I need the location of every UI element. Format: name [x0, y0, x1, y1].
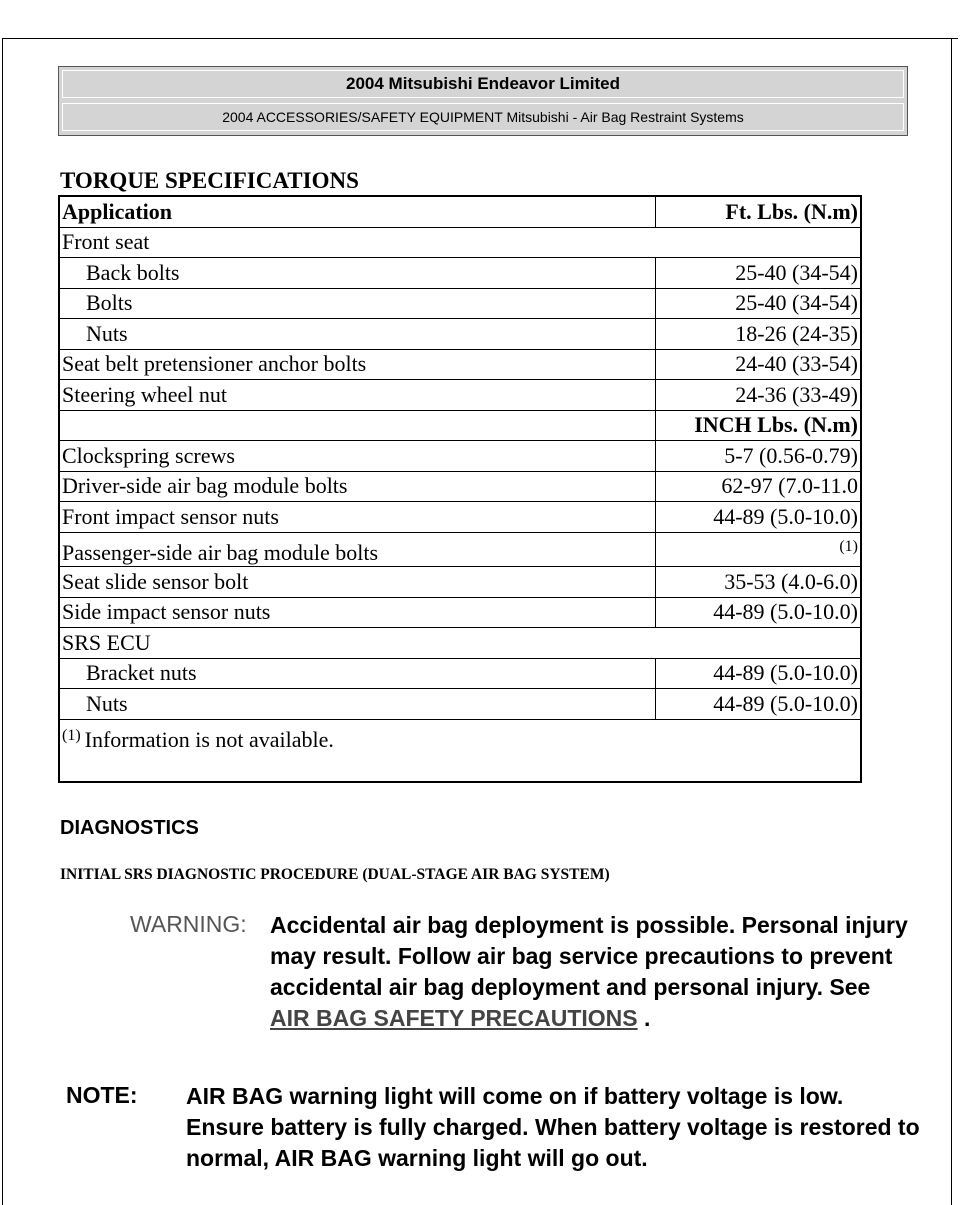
col-inchlbs: INCH Lbs. (N.m) — [656, 410, 862, 441]
table-row — [59, 258, 861, 289]
table-row — [59, 567, 861, 598]
row-value: 24-36 (33-49) — [656, 380, 862, 411]
row-label: Bolts — [59, 288, 656, 319]
row-value: 24-40 (33-54) — [656, 349, 862, 380]
row-label: Bracket nuts — [59, 658, 656, 689]
row-value: 35-53 (4.0-6.0) — [656, 567, 862, 598]
col-application: Application — [59, 196, 656, 227]
table-row — [59, 380, 861, 411]
row-label: Nuts — [59, 319, 656, 350]
row-label: Front seat — [59, 227, 861, 258]
row-label: Seat belt pretensioner anchor bolts — [59, 349, 656, 380]
row-value-footnote-ref: (1) — [656, 532, 862, 567]
table-row — [59, 349, 861, 380]
page-frame-right — [951, 38, 952, 1205]
table-row — [59, 597, 861, 628]
page-frame-left — [2, 38, 3, 1205]
empty-cell — [59, 410, 656, 441]
table-row — [59, 502, 861, 533]
row-value: 25-40 (34-54) — [656, 258, 862, 289]
warning-text — [270, 910, 910, 1034]
air-bag-safety-precautions-link[interactable]: AIR BAG SAFETY PRECAUTIONS — [270, 1005, 638, 1031]
table-footnote-row — [59, 719, 861, 782]
note-label: NOTE: — [66, 1082, 138, 1108]
table-row — [59, 689, 861, 720]
row-label: SRS ECU — [59, 628, 861, 659]
warning-end: . — [644, 1005, 651, 1031]
note-text: AIR BAG warning light will come on if battery voltage is low. Ensure battery is fully charged. When battery voltage is restored to normal, AIR BAG warning light will go out. — [186, 1083, 920, 1171]
row-value: 44-89 (5.0-10.0) — [656, 689, 862, 720]
footnote-text: Information is not available. — [84, 726, 334, 752]
document-header — [58, 66, 908, 136]
table-row — [59, 288, 861, 319]
table-header-row — [59, 196, 861, 227]
row-label: Clockspring screws — [59, 441, 656, 472]
row-label: Passenger-side air bag module bolts — [59, 532, 656, 567]
table-row — [59, 532, 861, 567]
warning-label: WARNING: — [130, 911, 247, 937]
table-row — [59, 658, 861, 689]
row-label: Driver-side air bag module bolts — [59, 471, 656, 502]
footnote-marker: (1) — [62, 726, 81, 744]
row-value: 5-7 (0.56-0.79) — [656, 441, 862, 472]
table-row — [59, 471, 861, 502]
table-row — [59, 227, 861, 258]
diagnostics-title: DIAGNOSTICS — [60, 817, 199, 839]
row-value: 25-40 (34-54) — [656, 288, 862, 319]
table-subheader-row — [59, 410, 861, 441]
table-row — [59, 441, 861, 472]
row-label: Back bolts — [59, 258, 656, 289]
table-row — [59, 628, 861, 659]
row-label: Seat slide sensor bolt — [59, 567, 656, 598]
torque-table — [58, 195, 862, 783]
row-value: 18-26 (24-35) — [656, 319, 862, 350]
row-value: 44-89 (5.0-10.0) — [656, 597, 862, 628]
header-subtitle: 2004 ACCESSORIES/SAFETY EQUIPMENT Mitsubishi - Air Bag Restraint Systems — [62, 103, 904, 131]
col-ftlbs: Ft. Lbs. (N.m) — [656, 196, 862, 227]
row-label: Front impact sensor nuts — [59, 502, 656, 533]
table-row — [59, 319, 861, 350]
footnote-cell — [59, 719, 861, 782]
procedure-title: INITIAL SRS DIAGNOSTIC PROCEDURE (DUAL-STAGE AIR BAG SYSTEM) — [60, 866, 610, 883]
torque-section-title: TORQUE SPECIFICATIONS — [60, 168, 359, 193]
page-frame-top — [2, 38, 958, 39]
row-label: Side impact sensor nuts — [59, 597, 656, 628]
row-value: 44-89 (5.0-10.0) — [656, 502, 862, 533]
row-value: 62-97 (7.0-11.0 — [656, 471, 862, 502]
row-label: Steering wheel nut — [59, 380, 656, 411]
warning-body: Accidental air bag deployment is possible. Personal injury may result. Follow air bag service precautions to prevent accidental air bag deployment and personal injury. See — [270, 912, 908, 1000]
header-title: 2004 Mitsubishi Endeavor Limited — [62, 70, 904, 98]
row-value: 44-89 (5.0-10.0) — [656, 658, 862, 689]
row-label: Nuts — [59, 689, 656, 720]
